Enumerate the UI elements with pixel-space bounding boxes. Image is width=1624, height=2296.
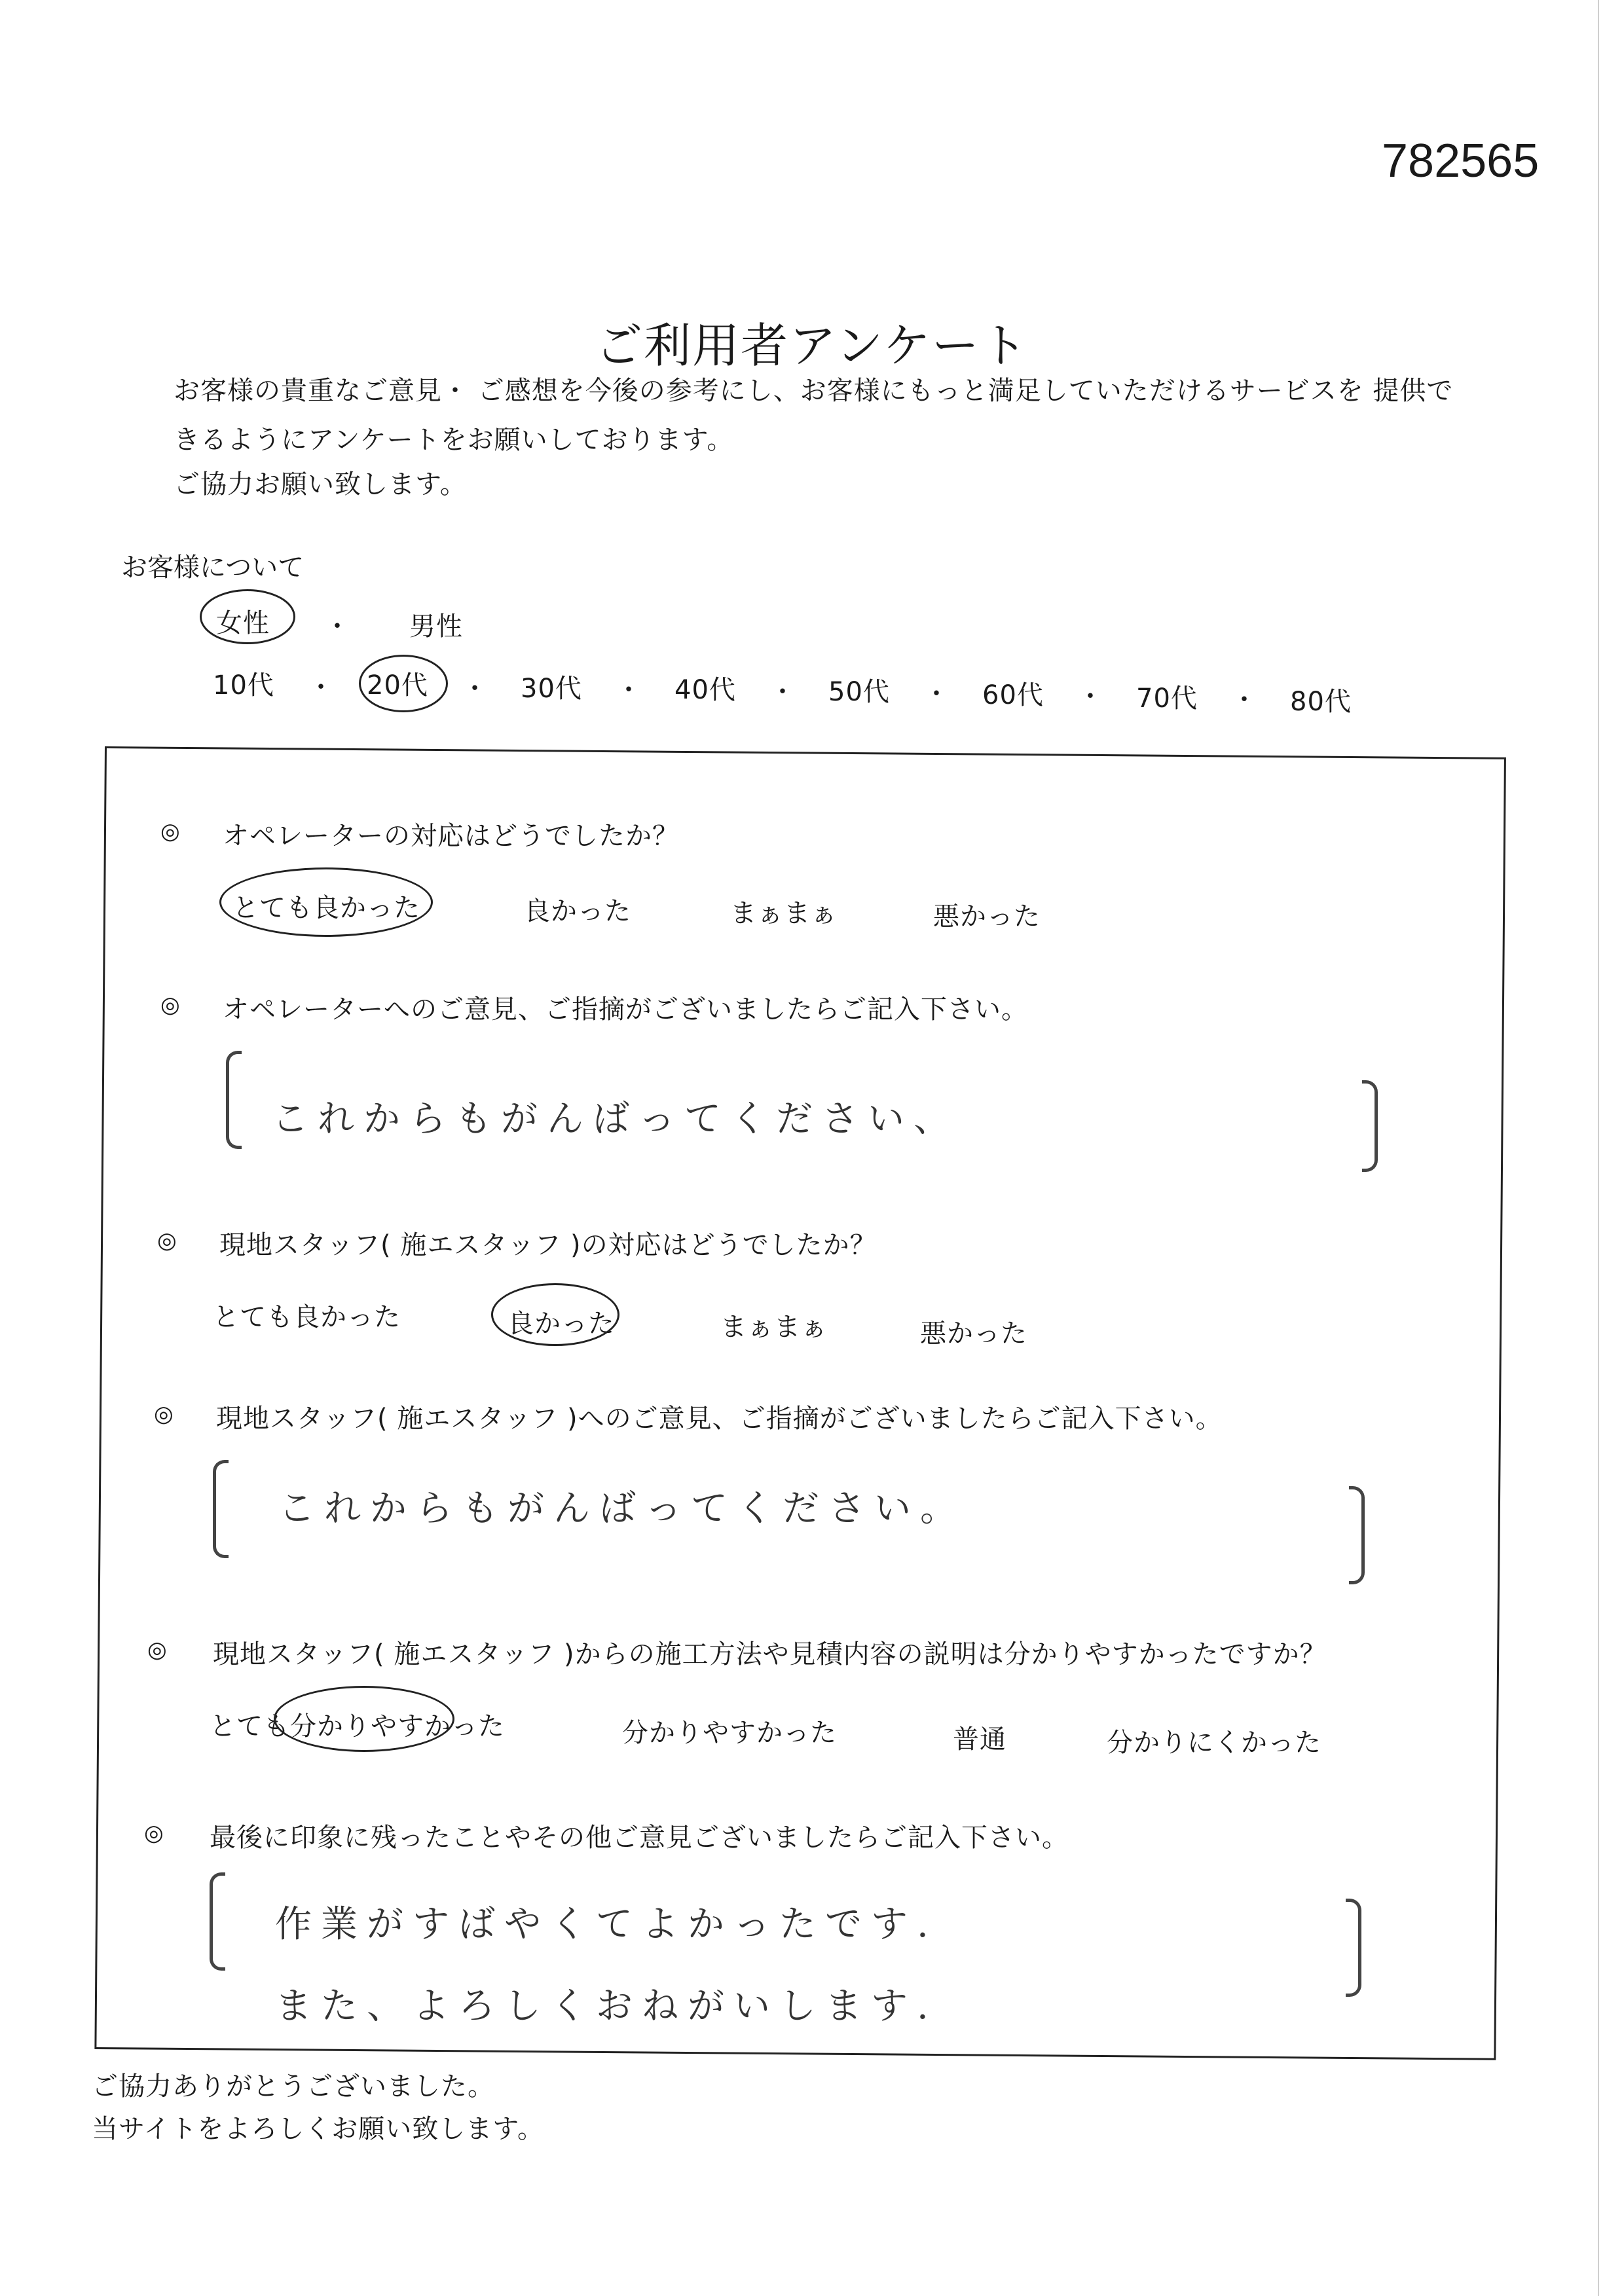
answer-bracket-left	[210, 1872, 225, 1971]
question-1: オペレーターの対応はどうでしたか？	[223, 821, 679, 851]
selected-circle-mark	[359, 655, 448, 712]
intro-line-2: きるようにアンケートをお願いしております。	[174, 425, 734, 455]
age-option-70s[interactable]: 70代	[1136, 683, 1198, 714]
selected-circle-mark	[491, 1283, 619, 1346]
age-option-80s[interactable]: 80代	[1290, 687, 1352, 717]
q1-option-bad[interactable]: 悪かった	[933, 902, 1041, 932]
page-title: ご利用者アンケート	[595, 318, 1029, 373]
age-option-40s[interactable]: 40代	[674, 675, 736, 705]
bullet-mark: ◎	[147, 1637, 167, 1663]
selected-circle-mark	[219, 867, 433, 937]
customer-heading: お客様について	[121, 553, 304, 583]
document-id: 782565	[1382, 135, 1540, 187]
age-option-60s[interactable]: 60代	[982, 680, 1044, 710]
age-option-20s[interactable]: 20代	[367, 670, 428, 701]
q3-option-very-good[interactable]: とても良かった	[213, 1302, 401, 1332]
answer-bracket-right	[1362, 1080, 1378, 1172]
footer-thanks: ご協力ありがとうございました。	[92, 2071, 494, 2102]
q5-option-hard[interactable]: 分かりにくかった	[1107, 1728, 1321, 1758]
q5-option-very-easy[interactable]: とても分かりやすかった	[210, 1711, 505, 1741]
separator: ・	[308, 672, 334, 702]
q3-option-bad[interactable]: 悪かった	[920, 1319, 1027, 1349]
gender-option-female[interactable]: 女性	[216, 608, 270, 638]
intro-line-1: お客様の貴重なご意見・ ご感想を今後の参考にし、お客様にもっと満足していただけるサービスを 提供で	[174, 376, 1454, 406]
bullet-mark: ◎	[154, 1401, 174, 1427]
answer-bracket-left	[213, 1460, 229, 1558]
q3-option-good[interactable]: 良かった	[507, 1309, 615, 1339]
separator: ・	[769, 677, 796, 707]
answer-6-line-1: 作業がすばやくてよかったです.	[275, 1903, 938, 1946]
separator: ・	[616, 675, 642, 705]
question-4: 現地スタッフ( 施エスタッフ )へのご意見、ご指摘がございましたらご記入下さい。	[216, 1404, 1223, 1434]
bullet-mark: ◎	[160, 992, 180, 1018]
bullet-mark: ◎	[157, 1228, 177, 1254]
question-5: 現地スタッフ( 施エスタッフ )からの施工方法や見積内容の説明は分かりやすかったですか？	[213, 1639, 1327, 1669]
bullet-mark: ◎	[160, 818, 180, 845]
separator: ・	[1231, 685, 1257, 715]
separator: ・	[324, 611, 350, 642]
answer-bracket-left	[226, 1051, 242, 1149]
separator: ・	[923, 679, 950, 709]
intro-line-3: ご協力お願い致します。	[174, 469, 467, 500]
answer-bracket-right	[1346, 1899, 1361, 1997]
answer-2-handwriting: これからもがんばってください、	[272, 1098, 959, 1140]
answer-4-handwriting: これからもがんばってください。	[278, 1487, 966, 1530]
question-3: 現地スタッフ( 施エスタッフ )の対応はどうでしたか？	[219, 1230, 877, 1260]
q1-option-good[interactable]: 良かった	[524, 896, 631, 926]
separator: ・	[1077, 682, 1103, 712]
age-option-30s[interactable]: 30代	[521, 674, 582, 704]
q5-option-normal[interactable]: 普通	[953, 1724, 1006, 1755]
scan-edge-line	[1598, 0, 1599, 2296]
selected-circle-mark	[274, 1686, 454, 1752]
age-option-10s[interactable]: 10代	[213, 670, 274, 701]
gender-option-male[interactable]: 男性	[409, 611, 463, 642]
footer-site: 当サイトをよろしくお願い致します。	[92, 2114, 544, 2144]
q1-option-okay[interactable]: まぁまぁ	[730, 898, 838, 928]
answer-6-line-2: また、よろしくおねがいします.	[275, 1985, 938, 2028]
q1-option-very-good[interactable]: とても良かった	[232, 893, 420, 923]
age-option-50s[interactable]: 50代	[828, 677, 890, 707]
answer-bracket-right	[1349, 1486, 1365, 1584]
question-6: 最後に印象に残ったことやその他ご意見ございましたらご記入下さい。	[210, 1823, 1069, 1853]
q3-option-okay[interactable]: まぁまぁ	[720, 1312, 828, 1342]
question-2: オペレーターへのご意見、ご指摘がございましたらご記入下さい。	[223, 994, 1028, 1025]
separator: ・	[462, 674, 488, 704]
bullet-mark: ◎	[144, 1820, 164, 1846]
selected-circle-mark	[200, 589, 295, 644]
q5-option-easy[interactable]: 分かりやすかった	[622, 1718, 837, 1748]
